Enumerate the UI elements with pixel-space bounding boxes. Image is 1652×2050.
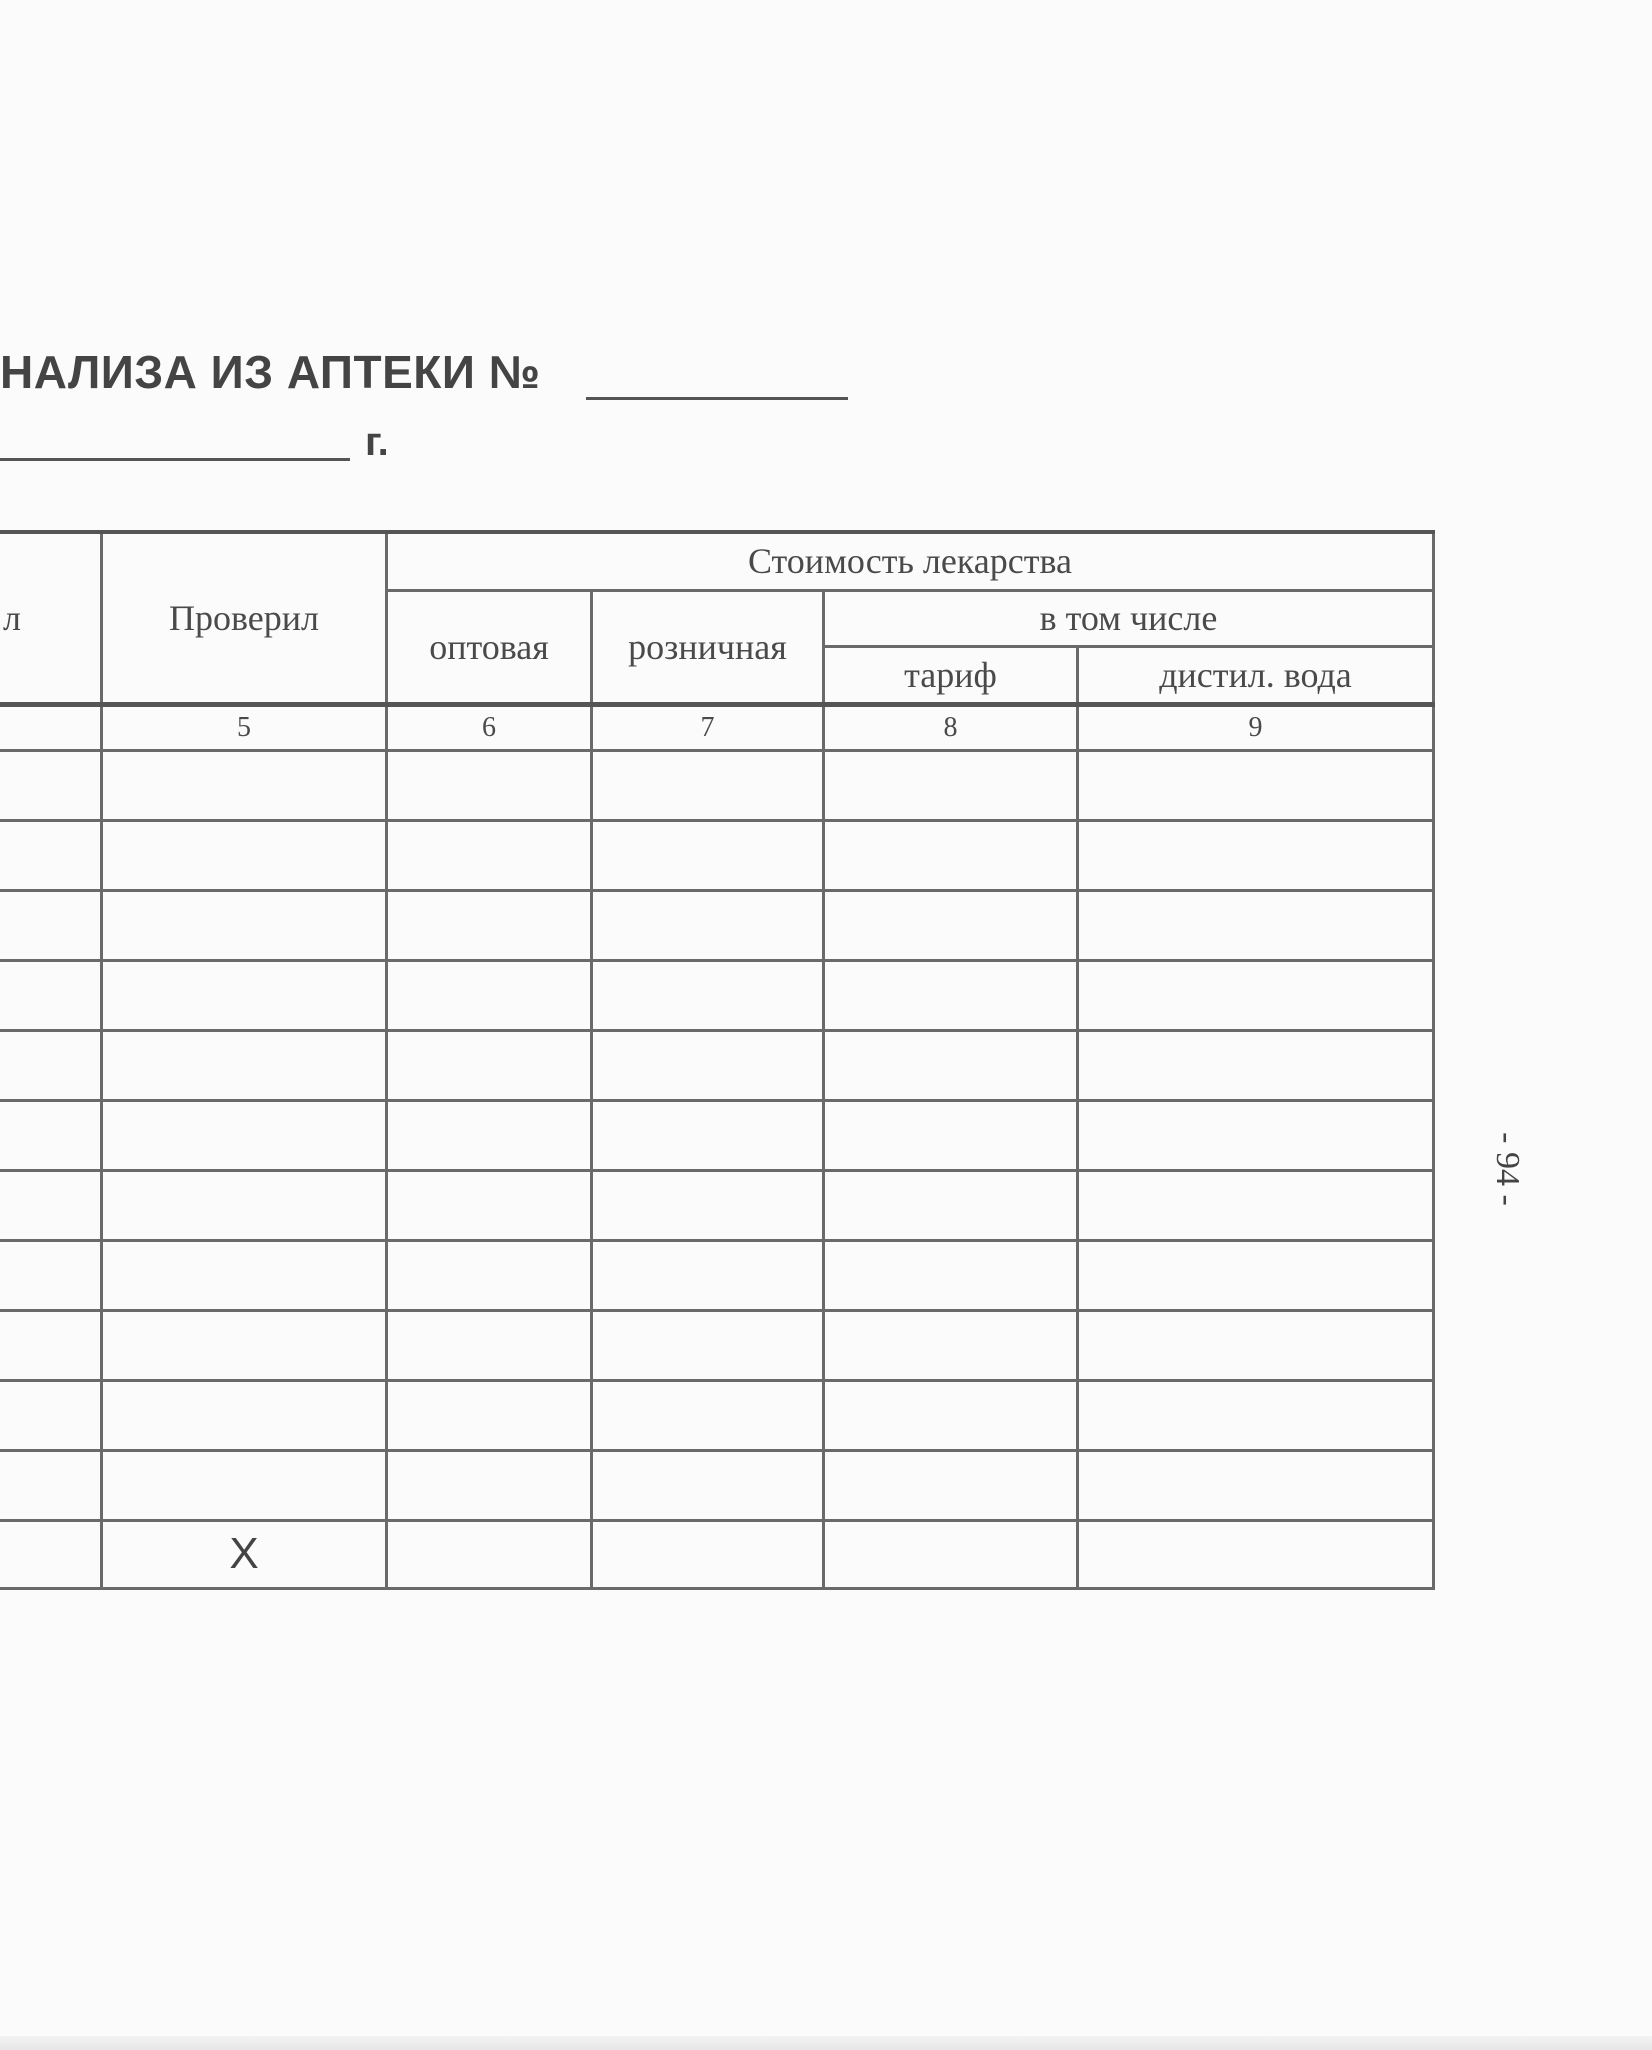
analysis-table — [0, 530, 1435, 1590]
table-row[interactable] — [0, 1170, 1434, 1240]
column-number: 5 — [102, 704, 387, 750]
pharmacy-number-blank — [586, 397, 848, 400]
date-blank — [0, 458, 350, 461]
total-row[interactable] — [0, 1520, 1434, 1588]
header-retail: розничная — [592, 590, 824, 704]
header-tariff: тариф — [824, 646, 1078, 704]
column-number: 6 — [387, 704, 592, 750]
header-distilled-water: дистил. вода — [1078, 646, 1434, 704]
table-row[interactable] — [0, 1100, 1434, 1170]
form-title: НАЛИЗА ИЗ АПТЕКИ № — [0, 346, 541, 398]
table-row[interactable] — [0, 750, 1434, 820]
total-checked-cross: X — [102, 1520, 387, 1588]
page-number: - 94 - — [1488, 1132, 1526, 1206]
table-row[interactable] — [0, 960, 1434, 1030]
column-number: 9 — [1078, 704, 1434, 750]
header-including: в том числе — [824, 590, 1434, 646]
header-medicine-cost: Стоимость лекарства — [387, 532, 1434, 590]
column-number-row — [0, 704, 1434, 750]
column-number — [0, 704, 102, 750]
column-number: 7 — [592, 704, 824, 750]
table-row[interactable] — [0, 820, 1434, 890]
table-row[interactable] — [0, 890, 1434, 960]
header-checked-by: Проверил — [102, 532, 387, 704]
table-row[interactable] — [0, 1240, 1434, 1310]
date-year-suffix: г. — [365, 420, 389, 464]
column-number: 8 — [824, 704, 1078, 750]
table-row[interactable] — [0, 1380, 1434, 1450]
table-row[interactable] — [0, 1310, 1434, 1380]
header-wholesale: оптовая — [387, 590, 592, 704]
table-row[interactable] — [0, 1450, 1434, 1520]
table-row[interactable] — [0, 1030, 1434, 1100]
header-partial-column: л — [0, 532, 102, 704]
page-bottom-edge — [0, 2036, 1652, 2050]
